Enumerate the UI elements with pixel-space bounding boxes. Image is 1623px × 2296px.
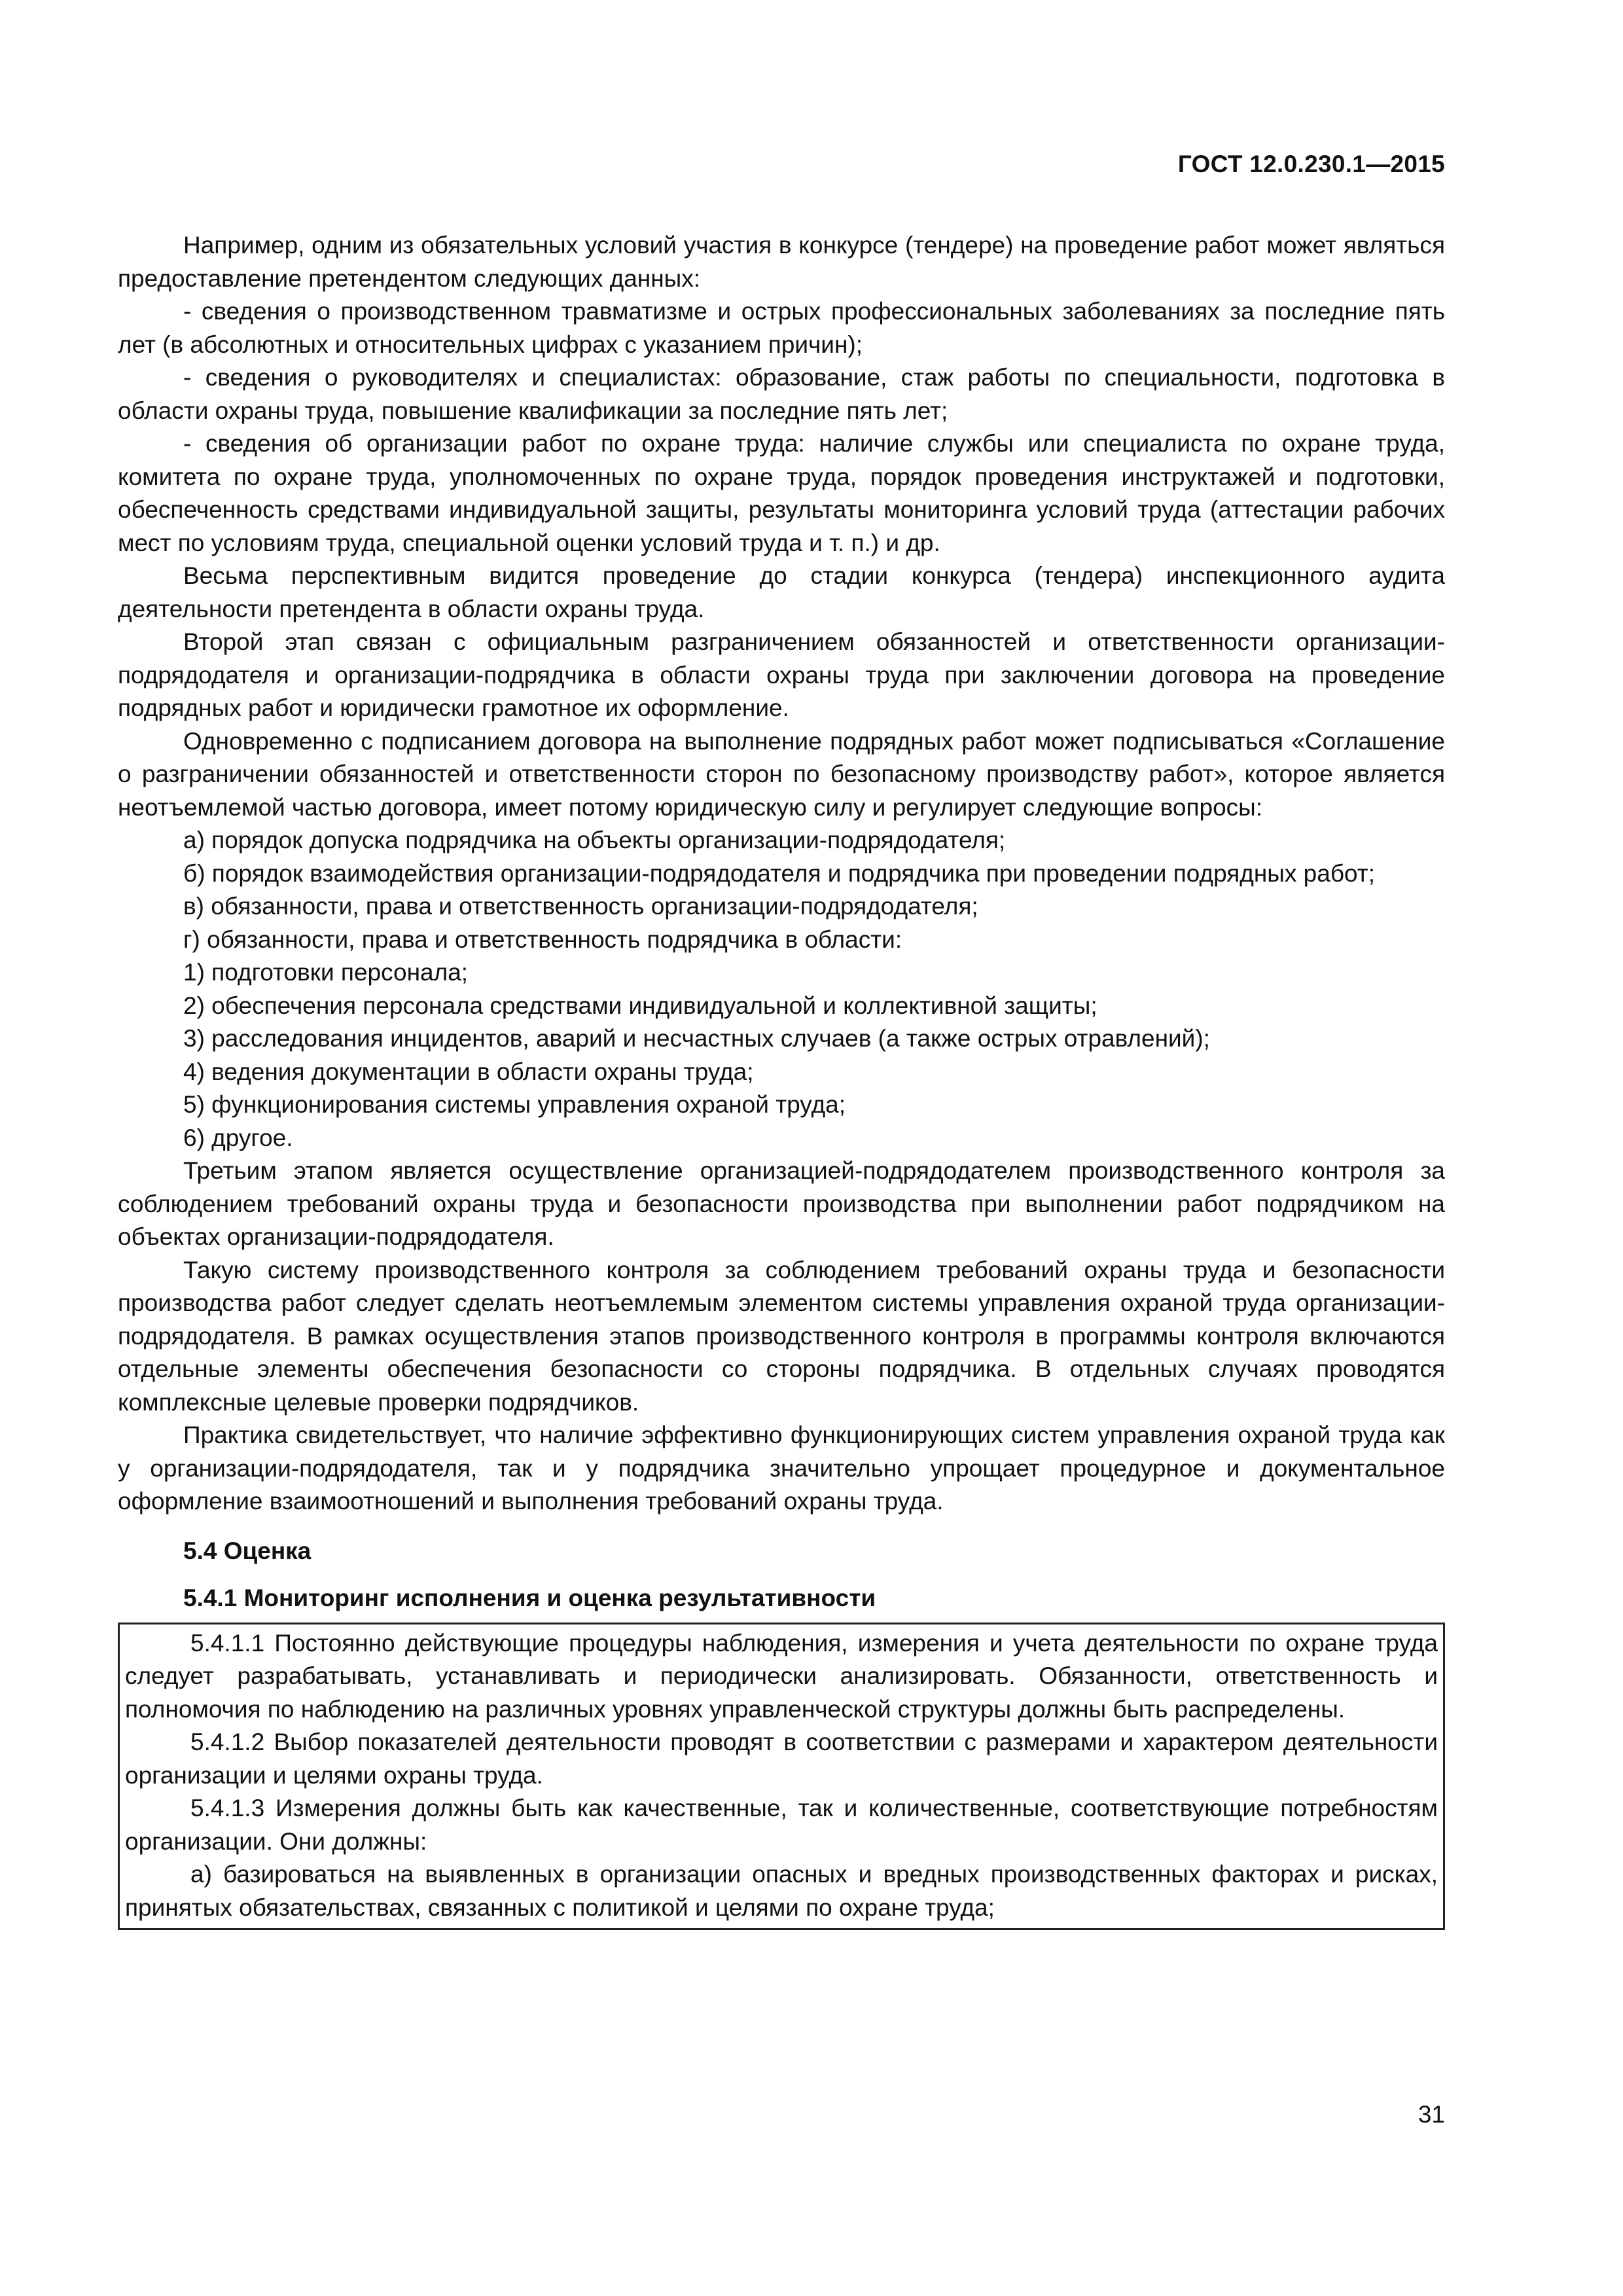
section-heading: 5.4 Оценка <box>183 1537 312 1564</box>
list-item: 3) расследования инцидентов, аварий и несчастных случаев (а также острых отравлений); <box>183 1025 1210 1052</box>
page-content <box>118 229 1445 1930</box>
list-item: 4) ведения документации в области охраны труда; <box>183 1058 754 1085</box>
list-item: 5) функционирования системы управления охраной труда; <box>183 1091 846 1118</box>
paragraph: Такую систему производственного контроля за соблюдением требований охраны труда и безопасности производства работ следует сделать неотъемлемым элементом системы управления охраной труда организации-подрядодателя. В рамках осуществления этапов производственного контроля в программы контроля включаются отдельные элементы обеспечения безопасности со стороны подрядчика. В отдельных случаях проводятся комплексные целевые проверки подрядчиков. <box>118 1256 1445 1416</box>
page-number: 31 <box>1418 2101 1445 2128</box>
list-item: г) обязанности, права и ответственность подрядчика в области: <box>183 925 902 953</box>
standard-code: ГОСТ 12.0.230.1—2015 <box>1177 151 1445 177</box>
paragraph: Третьим этапом является осуществление организацией-подрядодателем производственного контроля за соблюдением требований охраны труда и безопасности производства при выполнении работ подрядчиком на объектах организации-подрядодателя. <box>118 1157 1445 1250</box>
paragraph: Весьма перспективным видится проведение до стадии конкурса (тендера) инспекционного аудита деятельности претендента в области охраны труда. <box>118 562 1445 622</box>
box-paragraph: 5.4.1.1 Постоянно действующие процедуры наблюдения, измерения и учета деятельности по охране труда следует разрабатывать, устанавливать и периодически анализировать. Обязанности, ответственность и полномочия по наблюдению на различных уровнях управленческой структуры должны быть распределены. <box>125 1629 1438 1723</box>
list-item: 1) подготовки персонала; <box>183 959 469 986</box>
paragraph: Например, одним из обязательных условий участия в конкурсе (тендере) на проведение работ может являться предоставление претендентом следующих данных: <box>118 232 1445 292</box>
framed-text-box <box>118 1623 1445 1931</box>
list-item: в) обязанности, права и ответственность организации-подрядодателя; <box>183 893 978 920</box>
list-item: 6) другое. <box>183 1124 293 1151</box>
paragraph: Второй этап связан с официальным разграничением обязанностей и ответственности организации-подрядодателя и организации-подрядчика в области охраны труда при заключении договора на проведение подрядных работ и юридически грамотное их оформление. <box>118 628 1445 721</box>
list-item: 2) обеспечения персонала средствами индивидуальной и коллективной защиты; <box>183 992 1097 1019</box>
list-item: б) порядок взаимодействия организации-подрядодателя и подрядчика при проведении подрядных работ; <box>183 859 1376 887</box>
box-paragraph: 5.4.1.3 Измерения должны быть как качественные, так и количественные, соответствующие потребностям организации. Они должны: <box>125 1795 1438 1855</box>
subsection-heading: 5.4.1 Мониторинг исполнения и оценка результативности <box>183 1584 876 1611</box>
box-list-item: а) базироваться на выявленных в организации опасных и вредных производственных факторах и рисках, принятых обязательствах, связанных с политикой и целями по охране труда; <box>125 1861 1438 1921</box>
paragraph: Практика свидетельствует, что наличие эффективно функционирующих систем управления охраной труда как у организации-подрядодателя, так и у подрядчика значительно упрощает процедурное и документальное оформление взаимоотношений и выполнения требований охраны труда. <box>118 1422 1445 1515</box>
list-item: - сведения об организации работ по охране труда: наличие службы или специалиста по охране труда, комитета по охране труда, уполномоченных по охране труда, порядок проведения инструктажей и подготовки, обеспеченность средствами индивидуальной защиты, результаты мониторинга условий труда (аттестации рабочих мест по условиям труда, специальной оценки условий труда и т. п.) и др. <box>118 430 1445 556</box>
paragraph: Одновременно с подписанием договора на выполнение подрядных работ может подписываться «Соглашение о разграничении обязанностей и ответственности сторон по безопасному производству работ», которое является неотъемлемой частью договора, имеет потому юридическую силу и регулирует следующие вопросы: <box>118 727 1445 821</box>
list-item: - сведения о производственном травматизме и острых профессиональных заболеваниях за последние пять лет (в абсолютных и относительных цифрах с указанием причин); <box>118 298 1445 358</box>
list-item: а) порядок допуска подрядчика на объекты организации-подрядодателя; <box>183 827 1006 853</box>
list-item: - сведения о руководителях и специалистах: образование, стаж работы по специальности, подготовка в области охраны труда, повышение квалификации за последние пять лет; <box>118 364 1445 424</box>
box-paragraph: 5.4.1.2 Выбор показателей деятельности проводят в соответствии с размерами и характером деятельности организации и целями охраны труда. <box>125 1729 1438 1789</box>
